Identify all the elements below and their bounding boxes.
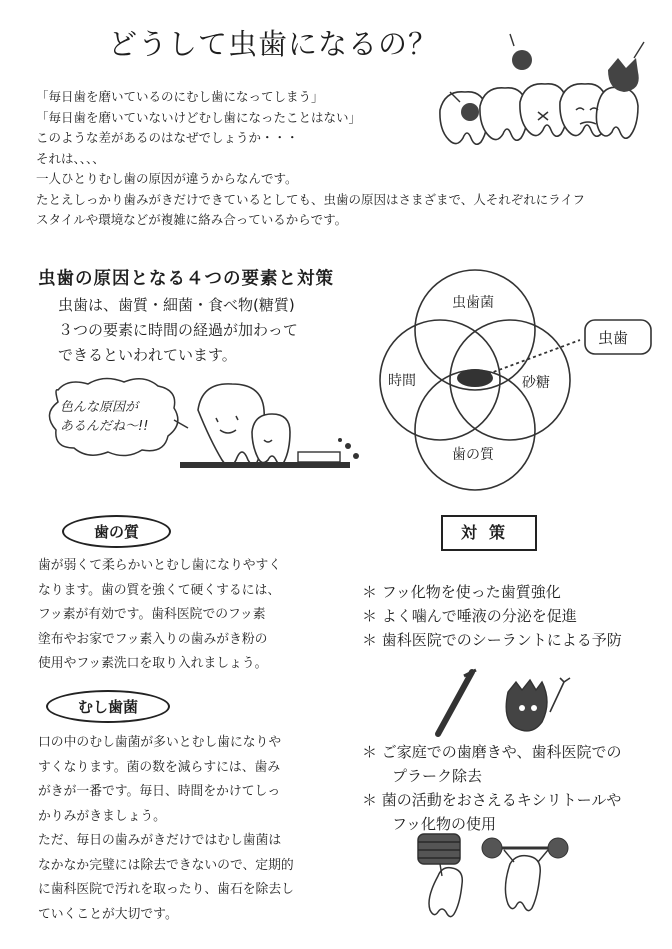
section-pill-bacteria: むし歯菌 — [46, 690, 170, 723]
text-line: ていくことが大切です。 — [38, 906, 178, 922]
section-pill-tooth: 歯の質 — [62, 515, 171, 548]
measure-item: ＊ ご家庭での歯磨きや、歯科医院での — [362, 743, 622, 761]
lead-line: ３つの要素に時間の経過が加わって — [58, 321, 298, 339]
measures-tooth-list — [362, 580, 622, 652]
text-line: なります。歯の質を強くて硬くするには、 — [38, 582, 281, 598]
venn-label-bacteria: 虫歯菌 — [452, 295, 494, 311]
intro-line: 「毎日歯を磨いているのにむし歯になってしまう」 — [36, 89, 324, 104]
measure-item: ＊ 菌の活動をおさえるキシリトールや — [362, 791, 622, 809]
venn-label-time: 時間 — [388, 373, 416, 389]
venn-callout-text: 虫歯 — [598, 329, 629, 347]
measures-bacteria-list — [362, 740, 621, 836]
measure-item: ＊ よく噛んで唾液の分泌を促進 — [362, 607, 577, 625]
intro-paragraph — [36, 87, 666, 231]
measure-item: ＊ 歯科医院でのシーラントによる予防 — [362, 631, 622, 649]
text-line: 使用やフッ素洗口を取り入れましょう。 — [38, 656, 268, 671]
text-tooth — [38, 554, 314, 677]
intro-line: たとえしっかり歯みがきだけできているとしても、虫歯の原因はさまざまで、人それぞれにライフ — [36, 191, 586, 207]
strong-teeth-illustration — [410, 828, 580, 928]
lead-line: できるといわれています。 — [58, 346, 237, 364]
toothbrush-germ-illustration — [430, 668, 570, 738]
text-line: 口の中のむし歯菌が多いとむし歯になりや — [38, 735, 282, 750]
intro-line: 「毎日歯を磨いていないけどむし歯になったことはない」 — [36, 109, 362, 125]
intro-line: このような差があるのはなぜでしょうか・・・ — [36, 130, 299, 145]
bubble-line: 色んな原因が — [60, 400, 139, 415]
text-line: 塗布やお家でフッ素入りの歯みがき粉の — [38, 631, 268, 647]
text-line: がきが一番です。毎日、時間をかけてしっ — [38, 784, 281, 799]
venn-label-sugar: 砂糖 — [522, 375, 550, 391]
measures-heading: 対策 — [441, 515, 537, 551]
venn-center — [457, 369, 493, 387]
measure-item: プラーク除去 — [362, 767, 483, 785]
page-title: どうして虫歯になるの？ — [108, 27, 439, 61]
text-line: なかなか完璧には除去できないので、定期的 — [38, 857, 294, 873]
measure-item: フッ化物の使用 — [362, 815, 496, 833]
text-line: フッ素が有効です。歯科医院でのフッ素 — [38, 607, 266, 622]
speech-bubble-text — [60, 398, 148, 436]
text-line: かりみがきましょう。 — [38, 808, 166, 824]
text-line: 歯が弱くて柔らかいとむし歯になりやすく — [38, 558, 282, 573]
teeth-toothbrush-illustration — [180, 380, 370, 480]
venn-circle-tooth — [415, 370, 535, 490]
text-bacteria — [38, 731, 314, 927]
venn-label-tooth: 歯の質 — [452, 447, 494, 463]
text-line: ただ、毎日の歯みがきだけではむし歯菌は — [38, 833, 282, 848]
lead-paragraph — [58, 293, 298, 368]
lead-line: 虫歯は、歯質・細菌・食べ物(糖質) — [58, 296, 295, 314]
intro-line: 一人ひとりむし歯の原因が違うからなんです。 — [36, 171, 298, 186]
text-line: に歯科医院で汚れを取ったり、歯石を除去し — [38, 882, 294, 897]
text-line: すくなります。菌の数を減らすには、歯み — [38, 759, 281, 775]
bubble-line: あるんだね～!! — [60, 419, 149, 434]
measure-item: ＊ フッ化物を使った歯質強化 — [362, 583, 561, 601]
section-heading: 虫歯の原因となる４つの要素と対策 — [38, 269, 334, 289]
intro-line: スタイルや環境などが複雑に絡み合っているからです。 — [36, 212, 348, 227]
intro-line: それは、、、、 — [36, 150, 105, 166]
